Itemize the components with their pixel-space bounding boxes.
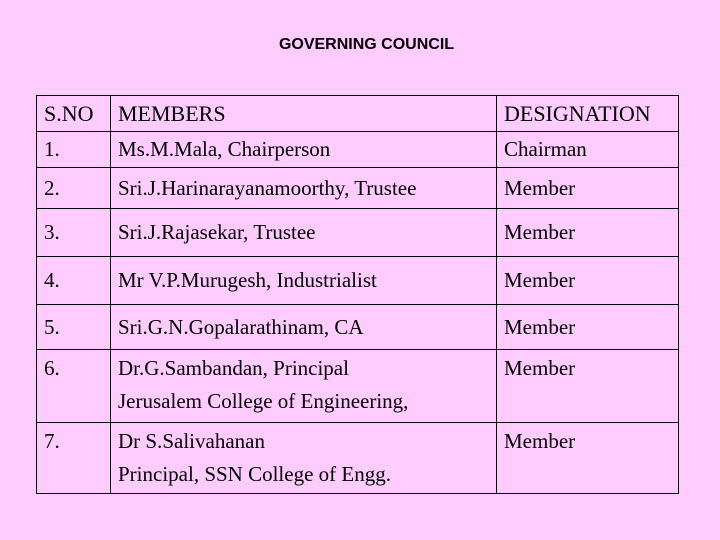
- row-member: [111, 350, 497, 423]
- row-member: Sri.J.Harinarayanamoorthy, Trustee: [111, 168, 497, 209]
- table-row: [37, 168, 679, 209]
- member-affiliation-line: Principal, SSN College of Engg.: [118, 462, 391, 487]
- row-designation: Chairman: [497, 132, 679, 168]
- row-designation: Member: [497, 350, 679, 423]
- row-designation: Member: [497, 168, 679, 209]
- row-member: Ms.M.Mala, Chairperson: [111, 132, 497, 168]
- member-name-line: Dr.G.Sambandan, Principal: [118, 356, 349, 380]
- header-sno: S.NO: [37, 96, 111, 132]
- row-sno: 1.: [37, 132, 111, 168]
- table-row: [37, 257, 679, 305]
- row-sno: 4.: [37, 257, 111, 305]
- table-row: [37, 305, 679, 350]
- table-row: [37, 423, 679, 494]
- row-sno: 3.: [37, 209, 111, 257]
- row-designation: Member: [497, 423, 679, 494]
- table-header-row: [37, 96, 679, 132]
- row-member: Mr V.P.Murugesh, Industrialist: [111, 257, 497, 305]
- row-member: Sri.G.N.Gopalarathinam, CA: [111, 305, 497, 350]
- row-member: Sri.J.Rajasekar, Trustee: [111, 209, 497, 257]
- header-members: MEMBERS: [111, 96, 497, 132]
- row-sno: 2.: [37, 168, 111, 209]
- table-row: [37, 132, 679, 168]
- member-name-line: Dr S.Salivahanan: [118, 429, 265, 453]
- member-affiliation-line: Jerusalem College of Engineering,: [118, 389, 409, 414]
- row-designation: Member: [497, 305, 679, 350]
- page-title: GOVERNING COUNCIL: [278, 36, 455, 53]
- table-row: [37, 350, 679, 423]
- row-member: [111, 423, 497, 494]
- governing-council-table: [36, 95, 679, 494]
- row-sno: 6.: [37, 350, 111, 423]
- row-designation: Member: [497, 209, 679, 257]
- header-designation: DESIGNATION: [497, 96, 679, 132]
- row-sno: 5.: [37, 305, 111, 350]
- row-designation: Member: [497, 257, 679, 305]
- table-row: [37, 209, 679, 257]
- row-sno: 7.: [37, 423, 111, 494]
